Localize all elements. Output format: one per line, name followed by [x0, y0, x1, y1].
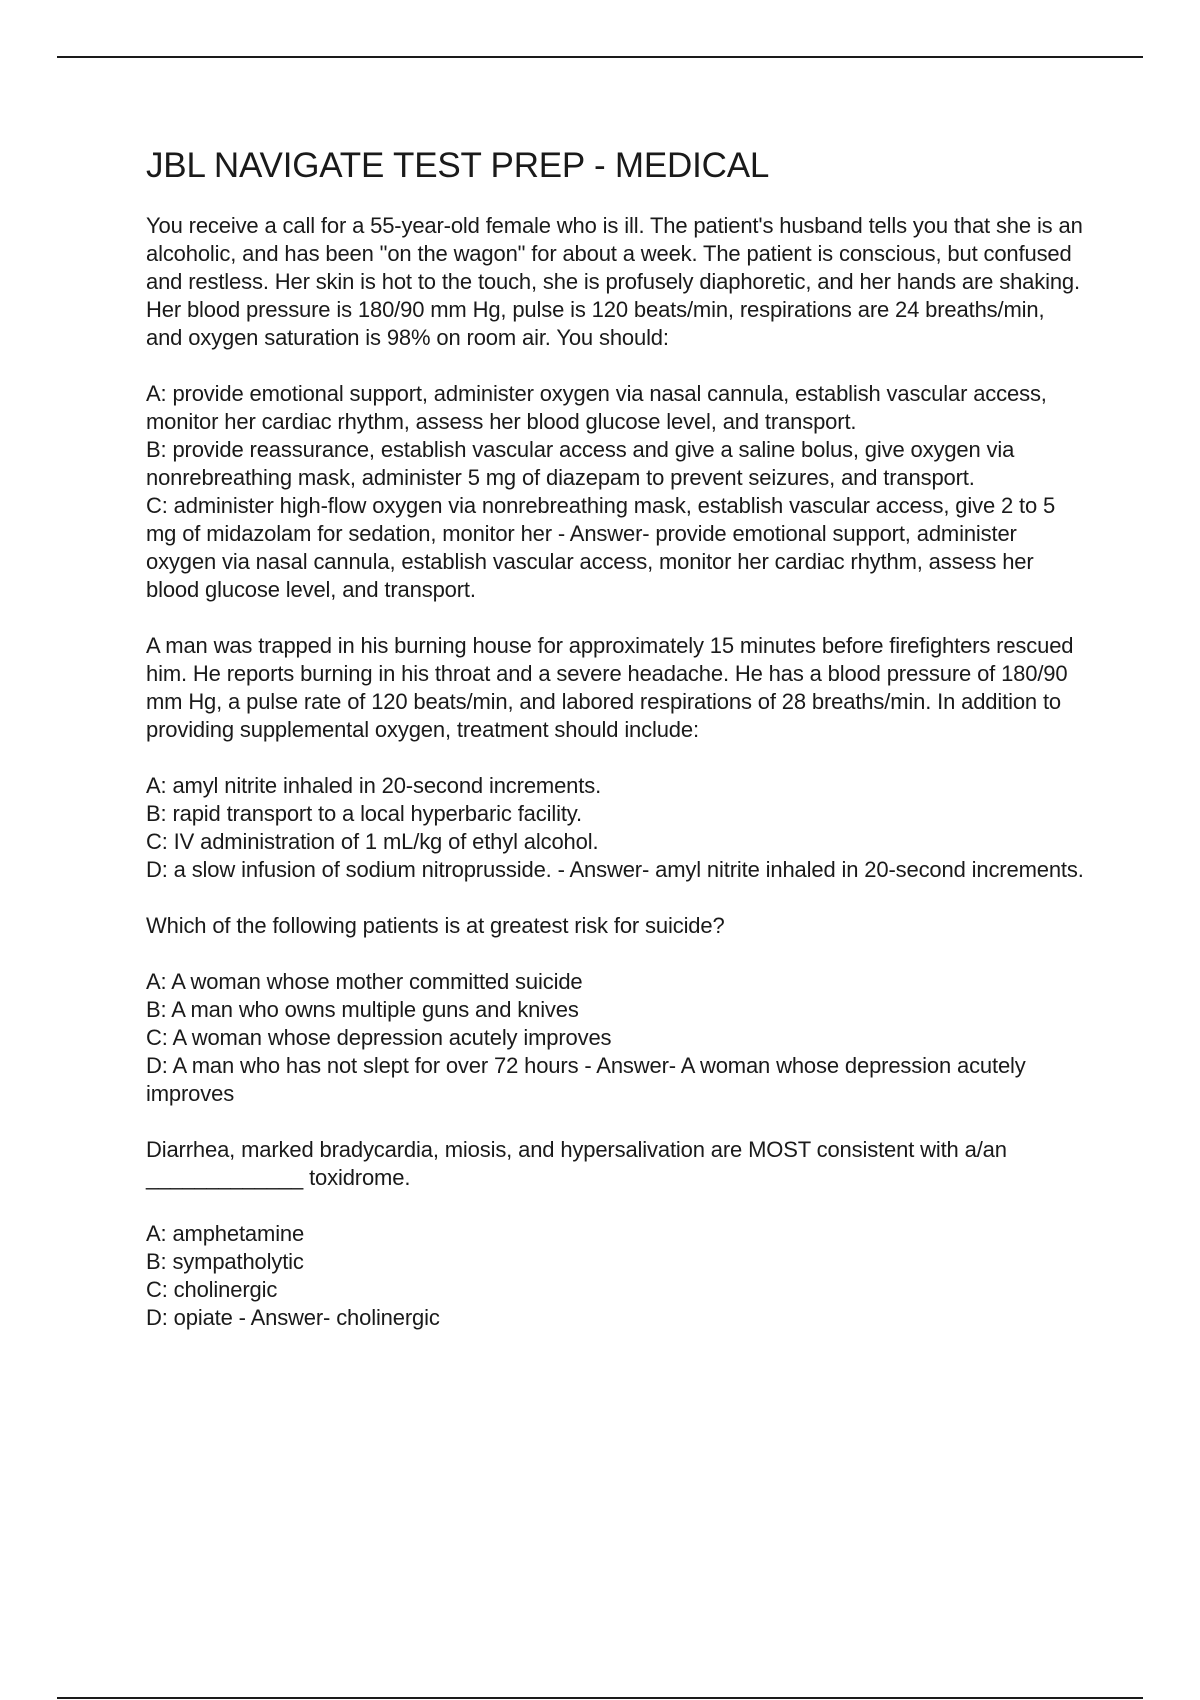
- bottom-rule: [57, 1697, 1143, 1699]
- option-a: A: provide emotional support, administer oxygen via nasal cannula, establish vascular access, monitor her cardiac rhythm, assess her blood glucose level, and transport.: [146, 381, 1047, 434]
- option-d: D: opiate - Answer- cholinergic: [146, 1305, 440, 1330]
- option-c: C: administer high-flow oxygen via nonrebreathing mask, establish vascular access, give 2 to 5 mg of midazolam for sedation, monitor her - Answer- provide emotional support, administer oxygen via nasal cannula, establish vascular access, monitor her cardiac rhythm, assess her blood glucose level, and transport.: [146, 493, 1056, 602]
- question-2: [146, 632, 1086, 884]
- option-b: B: rapid transport to a local hyperbaric facility.: [146, 801, 582, 826]
- option-b: B: A man who owns multiple guns and knives: [146, 997, 579, 1022]
- question-3: [146, 912, 1086, 1108]
- answer-options: [146, 1220, 1086, 1332]
- option-a: A: amphetamine: [146, 1221, 305, 1246]
- document-body: [146, 142, 1086, 1360]
- top-rule: [57, 56, 1143, 58]
- question-prompt: You receive a call for a 55-year-old female who is ill. The patient's husband tells you that she is an alcoholic, and has been "on the wagon" for about a week. The patient is conscious, but confused and restless. Her skin is hot to the touch, she is profusely diaphoretic, and her hands are shaking. Her blood pressure is 180/90 mm Hg, pulse is 120 beats/min, respirations are 24 breaths/min, and oxygen saturation is 98% on room air. You should:: [146, 213, 1083, 350]
- page-title: JBL NAVIGATE TEST PREP - MEDICAL: [146, 146, 770, 185]
- question-1: [146, 212, 1086, 604]
- question-prompt: Which of the following patients is at greatest risk for suicide?: [146, 913, 725, 938]
- option-b: B: sympatholytic: [146, 1249, 304, 1274]
- option-c: C: A woman whose depression acutely improves: [146, 1025, 612, 1050]
- option-a: A: amyl nitrite inhaled in 20-second increments.: [146, 773, 602, 798]
- answer-options: [146, 968, 1086, 1108]
- answer-options: [146, 380, 1086, 604]
- option-c: C: cholinergic: [146, 1277, 278, 1302]
- question-prompt: Diarrhea, marked bradycardia, miosis, and hypersalivation are MOST consistent with a/an _____________ toxidrome.: [146, 1137, 1007, 1190]
- question-4: [146, 1136, 1086, 1332]
- option-d: D: a slow infusion of sodium nitroprusside. - Answer- amyl nitrite inhaled in 20-second increments.: [146, 857, 1084, 882]
- option-c: C: IV administration of 1 mL/kg of ethyl alcohol.: [146, 829, 599, 854]
- option-b: B: provide reassurance, establish vascular access and give a saline bolus, give oxygen via nonrebreathing mask, administer 5 mg of diazepam to prevent seizures, and transport.: [146, 437, 1015, 490]
- option-d: D: A man who has not slept for over 72 hours - Answer- A woman whose depression acutely improves: [146, 1053, 1026, 1106]
- answer-options: [146, 772, 1086, 884]
- question-prompt: A man was trapped in his burning house for approximately 15 minutes before firefighters rescued him. He reports burning in his throat and a severe headache. He has a blood pressure of 180/90 mm Hg, a pulse rate of 120 beats/min, and labored respirations of 28 breaths/min. In addition to providing supplemental oxygen, treatment should include:: [146, 633, 1074, 742]
- option-a: A: A woman whose mother committed suicide: [146, 969, 583, 994]
